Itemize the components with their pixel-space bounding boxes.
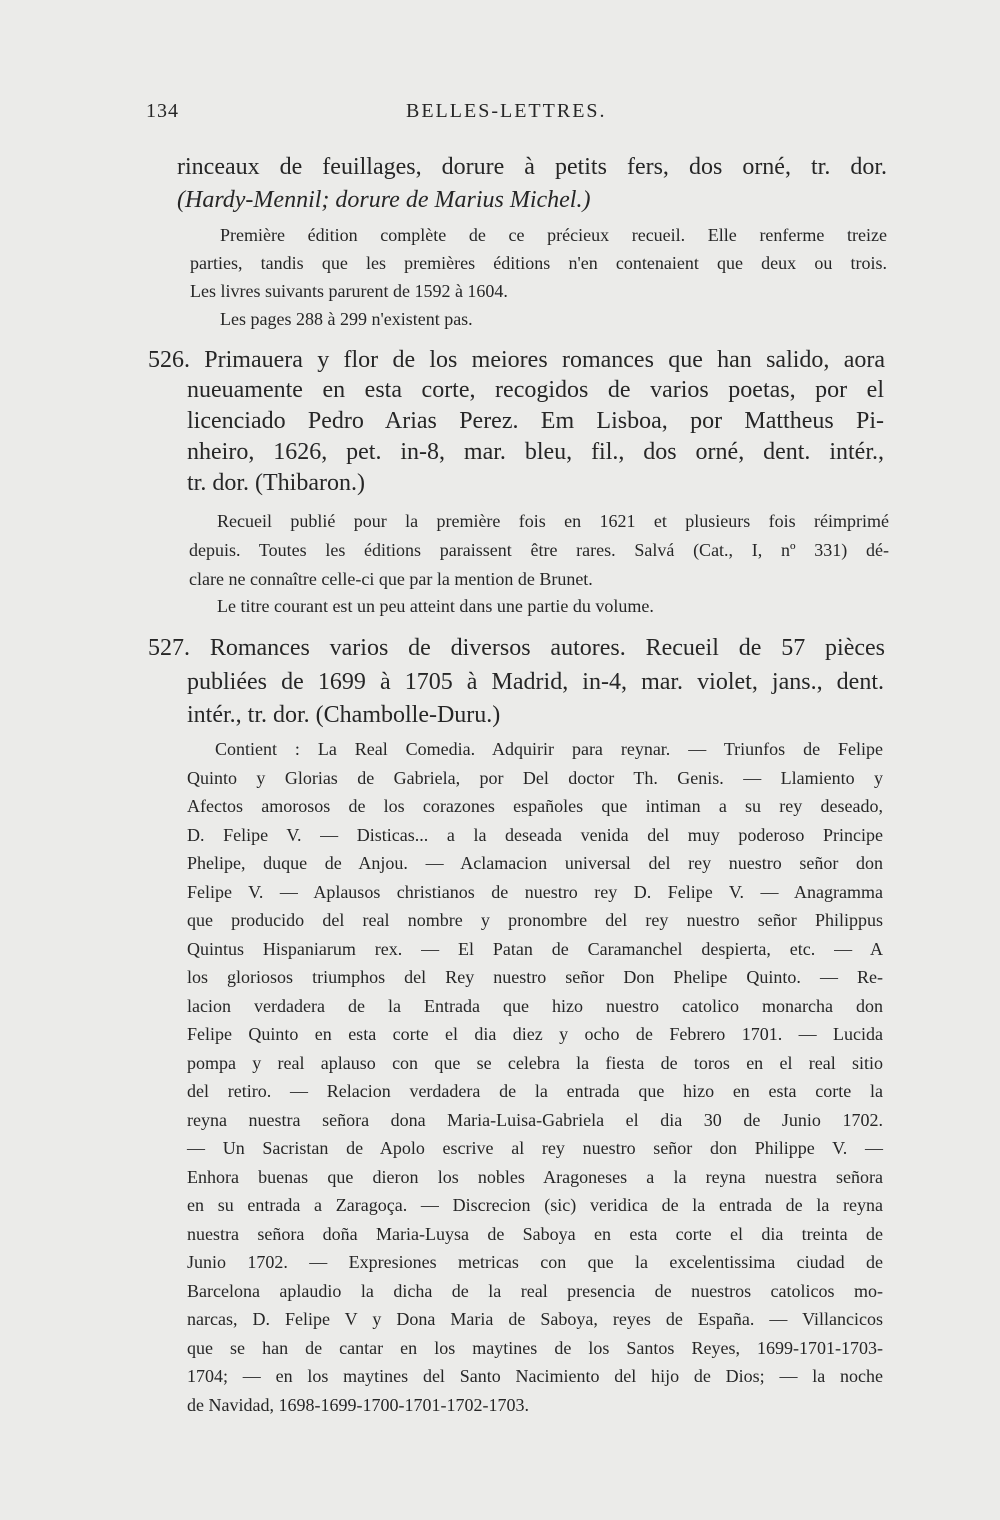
text-line: Quintus Hispaniarum rex. — El Patan de Caramanchel despierta, etc. — A — [187, 939, 883, 959]
text-line: Enhora buenas que dieron los nobles Aragoneses a la reyna nuestra señora — [187, 1167, 883, 1187]
text-line: Recueil publié pour la première fois en 1621 et plusieurs fois réimprimé — [217, 511, 889, 531]
text-line: (Hardy-Mennil; dorure de Marius Michel.) — [177, 187, 591, 213]
text-line: Le titre courant est un peu atteint dans une partie du volume. — [217, 596, 654, 616]
text-line: parties, tandis que les premières éditions n'en contenaient que deux ou trois. — [190, 253, 887, 273]
text-line: Quinto y Glorias de Gabriela, por Del doctor Th. Genis. — Llamiento y — [187, 768, 883, 788]
entry-heading-526: 526. Primauera y flor de los meiores romances que han salido, aora — [148, 347, 885, 373]
page-number: 134 — [146, 100, 179, 122]
text-line: publiées de 1699 à 1705 à Madrid, in-4, mar. violet, jans., dent. — [187, 669, 884, 695]
text-line: de Navidad, 1698-1699-1700-1701-1702-1703. — [187, 1395, 529, 1415]
text-line: Felipe V. — Aplausos christianos de nuestro rey D. Felipe V. — Anagramma — [187, 882, 883, 902]
text-line: licenciado Pedro Arias Perez. Em Lisboa, por Mattheus Pi- — [187, 408, 884, 434]
text-line: pompa y real aplauso con que se celebra la fiesta de toros en el real sitio — [187, 1053, 883, 1073]
text-line: tr. dor. (Thibaron.) — [187, 470, 365, 496]
text-line: 1704; — en los maytines del Santo Nacimiento del hijo de Dios; — la noche — [187, 1366, 883, 1386]
entry-heading-527: 527. Romances varios de diversos autores. Recueil de 57 pièces — [148, 635, 885, 661]
text-line: Felipe Quinto en esta corte el dia diez y ocho de Febrero 1701. — Lucida — [187, 1024, 883, 1044]
text-line: en su entrada a Zaragoça. — Discrecion (sic) veridica de la entrada de la reyna — [187, 1195, 883, 1215]
text-line: que producido del real nombre y pronombre del rey nuestro señor Philippus — [187, 910, 883, 930]
text-line: Les livres suivants parurent de 1592 à 1604. — [190, 281, 508, 301]
text-line: nheiro, 1626, pet. in-8, mar. bleu, fil., dos orné, dent. intér., — [187, 439, 884, 465]
text-line: Contient : La Real Comedia. Adquirir para reynar. — Triunfos de Felipe — [215, 739, 883, 759]
text-line: Première édition complète de ce précieux recueil. Elle renferme treize — [220, 225, 887, 245]
text-line: D. Felipe V. — Disticas... a la deseada venida del muy poderoso Principe — [187, 825, 883, 845]
text-line: Junio 1702. — Expresiones metricas con que la excelentissima ciudad de — [187, 1252, 883, 1272]
text-line: Barcelona aplaudio la dicha de la real presencia de nuestros catolicos mo- — [187, 1281, 883, 1301]
header-title: BELLES-LETTRES. — [406, 100, 607, 122]
text-line: reyna nuestra señora dona Maria-Luisa-Gabriela el dia 30 de Junio 1702. — [187, 1110, 883, 1130]
text-line: — Un Sacristan de Apolo escrive al rey nuestro señor don Philippe V. — — [187, 1138, 883, 1158]
text-line: intér., tr. dor. (Chambolle-Duru.) — [187, 702, 501, 728]
text-line: lacion verdadera de la Entrada que hizo nuestro catolico monarcha don — [187, 996, 883, 1016]
text-line: nueuamente en esta corte, recogidos de varios poetas, por el — [187, 377, 884, 403]
text-line: Les pages 288 à 299 n'existent pas. — [220, 309, 473, 329]
running-head — [146, 100, 890, 130]
text-line: que se han de cantar en los maytines de los Santos Reyes, 1699-1701-1703- — [187, 1338, 883, 1358]
text-line: narcas, D. Felipe V y Dona Maria de Saboya, reyes de España. — Villancicos — [187, 1309, 883, 1329]
text-line: nuestra señora doña Maria-Luysa de Saboya en esta corte el dia treinta de — [187, 1224, 883, 1244]
text-line: rinceaux de feuillages, dorure à petits fers, dos orné, tr. dor. — [177, 154, 887, 180]
text-line: clare ne connaître celle-ci que par la mention de Brunet. — [189, 569, 593, 589]
text-line: depuis. Toutes les éditions paraissent être rares. Salvá (Cat., I, nº 331) dé- — [189, 540, 889, 560]
text-line: Afectos amorosos de los corazones españoles que intiman a su rey deseado, — [187, 796, 883, 816]
text-line: del retiro. — Relacion verdadera de la entrada que hizo en esta corte la — [187, 1081, 883, 1101]
text-line: los gloriosos triumphos del Rey nuestro señor Don Phelipe Quinto. — Re- — [187, 967, 883, 987]
text-line: Phelipe, duque de Anjou. — Aclamacion universal del rey nuestro señor don — [187, 853, 883, 873]
